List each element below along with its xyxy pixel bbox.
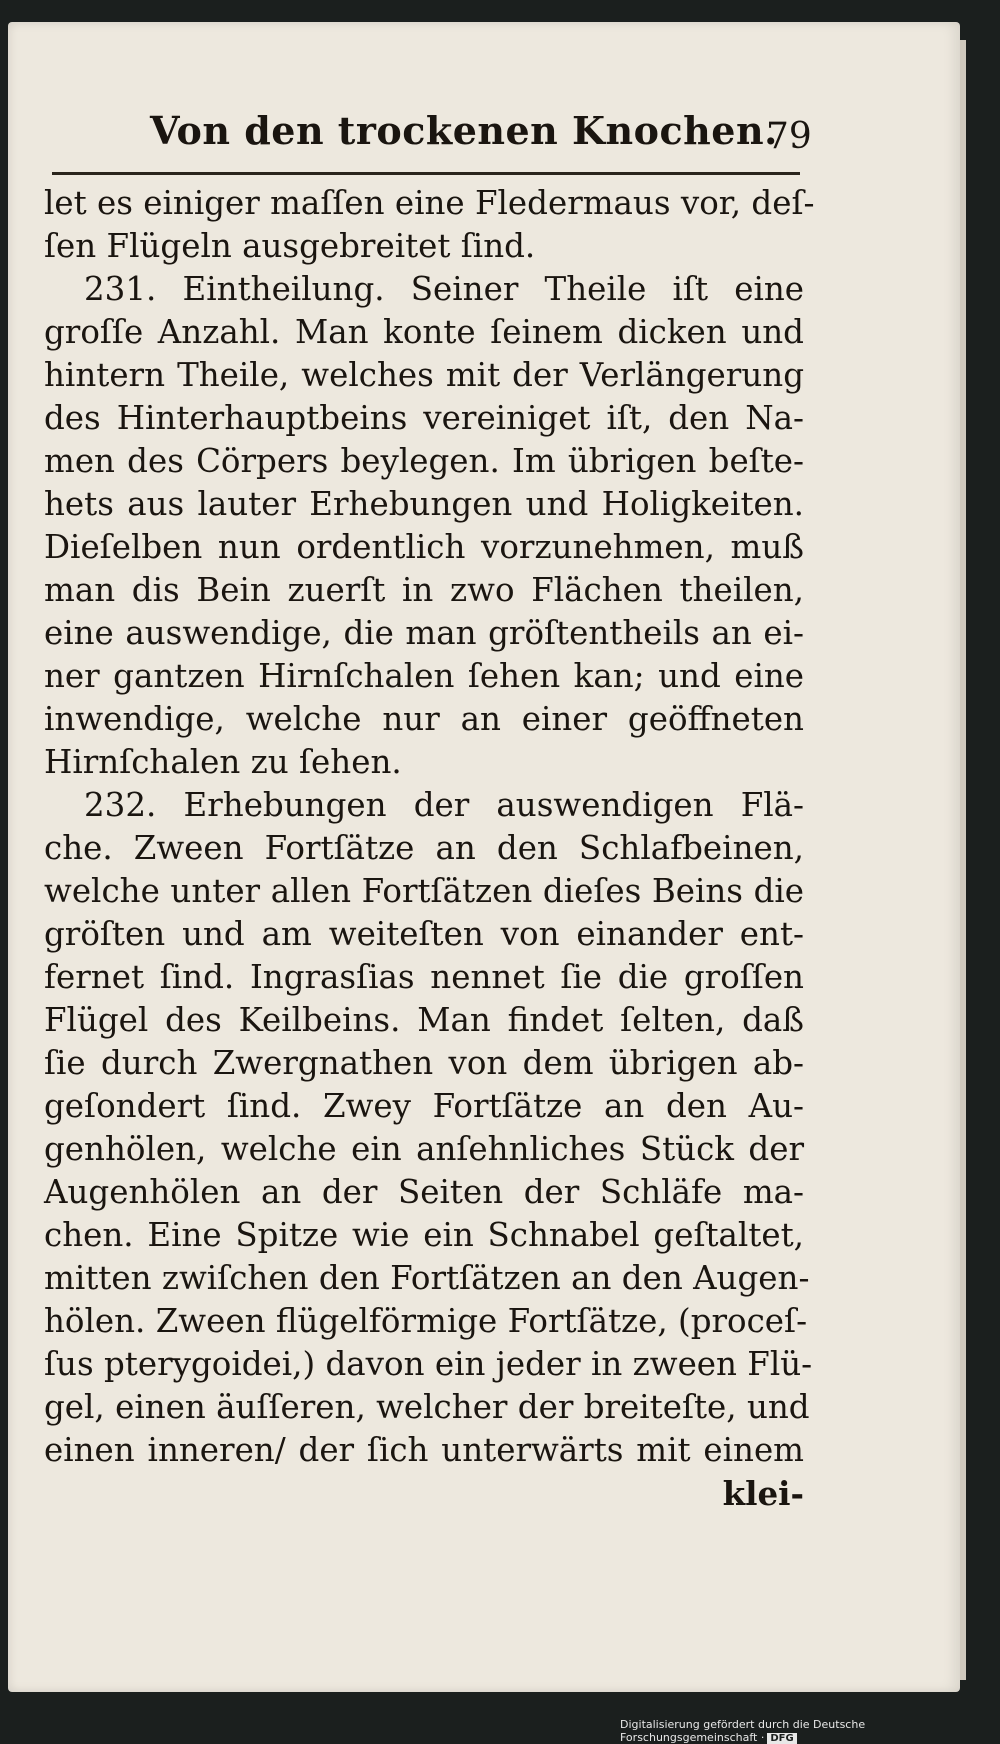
text-line: men des Cörpers beylegen. Im übrigen beſte- (44, 442, 804, 480)
text-line: gel, einen äuſſeren, welcher der breiteſte, und (44, 1388, 810, 1426)
text-line: ner gantzen Hirnſchalen ſehen kan; und eine (44, 657, 804, 695)
text-line: ſie durch Zwergnathen von dem übrigen ab- (44, 1044, 804, 1082)
text-line: hölen. Zween flügelförmige Fortſätze, (proceſ- (44, 1302, 808, 1340)
text-line: let es einiger maſſen eine Fledermaus vor, deſ- (44, 184, 815, 222)
text-line: man dis Bein zuerſt in zwo Flächen theilen, (44, 571, 804, 609)
page-edge (960, 40, 966, 1680)
text-line: inwendige, welche nur an einer geöffneten (44, 700, 804, 738)
text-line: genhölen, welche ein anſehnliches Stück der (44, 1130, 804, 1168)
text-line: hets aus lauter Erhebungen und Holigkeiten. (44, 485, 804, 523)
text-line: ſen Flügeln ausgebreitet ſind. (44, 227, 536, 265)
text-line: ſus pterygoidei,) davon ein jeder in zween Flü- (44, 1345, 813, 1383)
text-line: welche unter allen Fortſätzen dieſes Beins die (44, 872, 804, 910)
text-line: Dieſelben nun ordentlich vorzunehmen, muß (44, 528, 804, 566)
text-line: einen inneren/ der ſich unterwärts mit einem (44, 1431, 804, 1469)
page-number: 79 (766, 116, 812, 157)
text-line: 231. Eintheilung. Seiner Theile iſt eine (84, 270, 804, 308)
text-line: groſſe Anzahl. Man konte ſeinem dicken und (44, 313, 804, 351)
text-line: fernet ſind. Ingrasſias nennet ſie die groſſen (44, 958, 804, 996)
text-line: geſondert ſind. Zwey Fortſätze an den Au- (44, 1087, 804, 1125)
text-line: Flügel des Keilbeins. Man findet ſelten, daß (44, 1001, 804, 1039)
text-line: eine auswendige, die man gröſtentheils an ei- (44, 614, 804, 652)
running-title: Von den trockenen Knochen. (150, 108, 778, 153)
digitization-credit (620, 1718, 1000, 1744)
header-rule (52, 172, 800, 175)
body-text (44, 182, 815, 1515)
text-line: Augenhölen an der Seiten der Schläfe ma- (44, 1173, 804, 1211)
catchword: klei- (722, 1474, 804, 1513)
text-line: Hirnſchalen zu ſehen. (44, 743, 402, 781)
text-line: chen. Eine Spitze wie ein Schnabel geſtaltet, (44, 1216, 804, 1254)
text-line: gröſten und am weiteſten von einander ent- (44, 915, 804, 953)
text-line: des Hinterhauptbeins vereiniget iſt, den Na- (44, 399, 804, 437)
text-line: che. Zween Fortſätze an den Schlafbeinen, (44, 829, 804, 867)
credit-text: Digitalisierung gefördert durch die Deutsche Forschungsgemeinschaft · (620, 1718, 866, 1744)
text-line: hintern Theile, welches mit der Verlängerung (44, 356, 804, 394)
dfg-logo: DFG (767, 1733, 796, 1744)
text-line: mitten zwiſchen den Fortſätzen an den Augen- (44, 1259, 810, 1297)
text-line: 232. Erhebungen der auswendigen Flä- (84, 786, 804, 824)
